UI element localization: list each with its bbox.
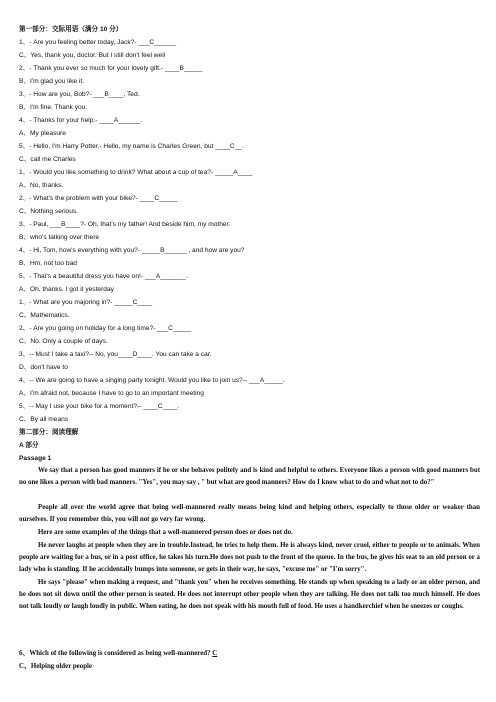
question-line: 4、- Thanks for your help.- ____A______. [19, 117, 143, 124]
passage-paragraph: He never laughs at people when they are in trouble.Instead, he tries to help them. He is always kind, never cruel, either to people or to animals. When people are waiting for a bus, or in a post office, he takes his turn.He does not push to the front of the queue. In the bus, he gives his seat to an old person or a lady who is standing. If he accidentally bumps into someone, or gets in their way, he says, "excuse me" or "I'm sorry". [19, 542, 480, 573]
answer-line: D、don't have to [19, 364, 68, 371]
answer-line: C、Yes, thank you, doctor. But I still don't feel well [19, 52, 166, 59]
answer-line: A、I'm afraid not, because I have to go to an important meeting [19, 390, 204, 397]
section-heading: 第二部分：阅读理解 [19, 429, 79, 436]
answer-line: A、My pleasure [19, 130, 66, 137]
answer-line: A、Oh, thanks. I got it yesterday [19, 286, 114, 293]
question-line: 2、- Are you going on holiday for a long time?- ___C_____ [19, 325, 192, 332]
question-line: 2、- Thank you ever so much for your lovely gift.- ____B_____ [19, 65, 203, 72]
subsection-heading: A 部分 [19, 442, 39, 449]
question-line: 1、- What are you majoring in?- _____C____ [19, 299, 153, 306]
section-heading: 第一部分：交际用语（满分 10 分） [19, 26, 123, 33]
passage-paragraph: People all over the world agree that being well-mannered really means being kind and helping others, especially to those older or weaker than ourselves. If you remember this, you will not go very far wrong. [19, 504, 480, 523]
answer-line: C、Nothing serious. [19, 208, 79, 215]
answer-line: B、I'm fine. Thank you. [19, 104, 88, 111]
answer-line: C、By all means [19, 416, 69, 423]
passage-paragraph: He says "please" when making a request, and "thank you" when he receives something. He stands up when speaking to a lady or an older person, and he does not sit down until the other person is seated. He does not interrupt other people when they are talking. He does not talk too much himself. He does not talk loudly or laugh loudly in public. When eating, he does not speak with his mouth full of food. He uses a handkerchief when he sneezes or coughs. [19, 579, 480, 610]
question-line: 5、-- May I use your bike for a moment?-- ____C____. [19, 403, 180, 410]
answer-line: B、Hm, not too bad [19, 260, 77, 267]
question-line: 3、- Paul, ___B____?- Oh, that's my father! And beside him, my mother. [19, 221, 231, 228]
question-line: 2、- What's the problem with your bike?- ____C_____ [19, 195, 178, 202]
question-line: 4、-- We are going to have a singing party tonight. Would you like to join us?-- ___A_____. [19, 377, 285, 384]
reading-question: 6、Which of the following is considered as being well-mannered? C [19, 650, 218, 657]
answer-line: C、Mathematics. [19, 312, 70, 319]
passage-title: Passage 1 [19, 455, 52, 462]
question-line: 1、- Are you feeling better today, Jack?- ___C______ [19, 39, 177, 46]
passage-paragraph: We say that a person has good manners if he or she behaves politely and is kind and helpful to others. Everyone likes a person with good manners but no one likes a person with bad manners. "Yes", you may say , " but what are good manners? How do I know what to do and what not to do?" [19, 467, 480, 486]
answer-line: B、who's talking over there [19, 234, 100, 241]
answer-blank: C [212, 650, 218, 657]
question-line: 5、- That's a beautiful dress you have on!- ___A_______. [19, 273, 188, 280]
question-line: 3、-- Must I take a taxi?-- No, you____D____. You can take a car. [19, 351, 212, 358]
answer-line: A、No, thanks. [19, 182, 64, 189]
answer-option: C、Helping older people [19, 663, 92, 670]
question-line: 5、- Hello, I'm Harry Potter.- Hello, my name is Charles Green, but ____C__. [19, 143, 244, 150]
passage-paragraph: Here are some examples of the things that a well-mannered person does or does not do. [38, 529, 293, 536]
question-line: 1、- Would you like something to drink? What about a cup of tea?- _____A____ [19, 169, 253, 176]
answer-line: C、No. Only a couple of days. [19, 338, 108, 345]
answer-line: B、I'm glad you like it. [19, 78, 85, 85]
question-line: 3、- How are you, Bob?- ___B____, Ted. [19, 91, 140, 98]
answer-line: C、call me Charles [19, 156, 76, 163]
question-line: 4、- Hi, Tom, how's everything with you?- _____B______ , and how are you? [19, 247, 245, 254]
